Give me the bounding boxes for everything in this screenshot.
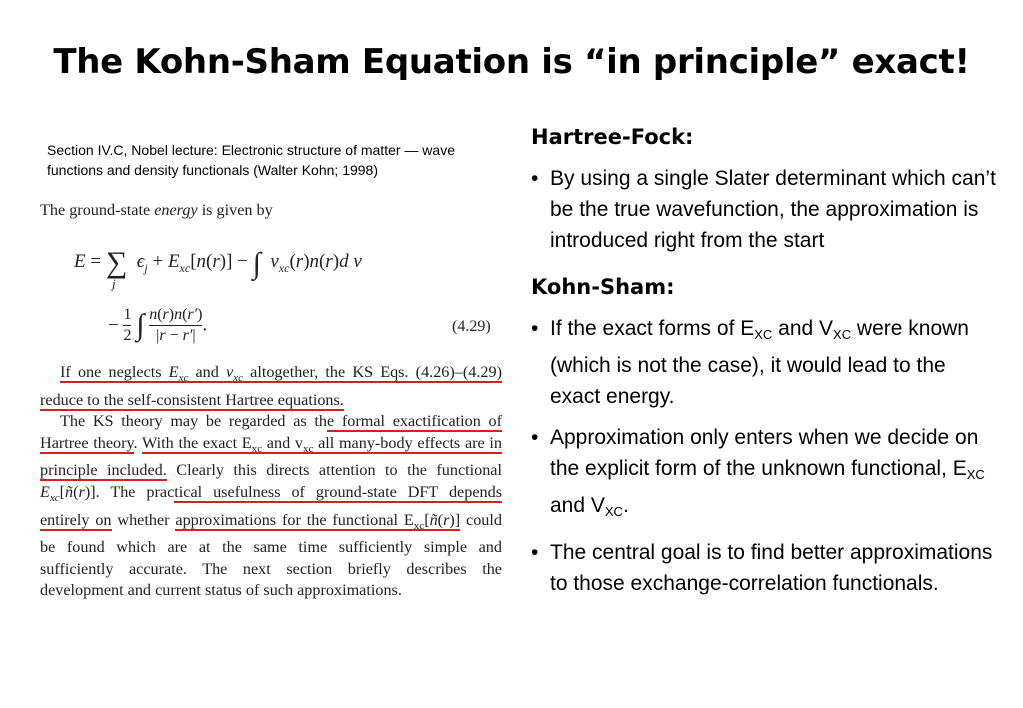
hartree-fock-heading: Hartree-Fock: (531, 125, 694, 149)
ks-bullet-1: • If the exact forms of $E_{XC}$ and $V_{XC}$ were known (which is not the case), it would lead to the exact energy. (531, 317, 969, 408)
ks-bullet-2: • Approximation only enters when we decide on the explicit form of the unknown functional, $E_{XC}$ and $V_{XC}$. (531, 426, 985, 519)
eq-number: (4.29) (452, 318, 491, 335)
eq-line-1: E = ∑ $\epsilon_j + E_{xc}[n(r)]$ − ∫ $v_{xc}(r)n(r)d$ v (74, 246, 362, 280)
right-column (531, 122, 1001, 609)
source-caption: Section IV.C, Nobel lecture: Electronic structure of matter — wave functions and density functionals (Walter Kohn; 1998) (47, 142, 455, 178)
ks-bullet-3: • The central goal is to find better approximations to those exchange-correlation functionals. (531, 541, 993, 595)
kohn-sham-heading: Kohn-Sham: (531, 275, 675, 299)
slide-title: The Kohn-Sham Equation is “in principle” exact! (53, 42, 970, 82)
intro-line: The ground-state energy is given by (40, 201, 273, 219)
paragraph-2: The KS theory may be regarded as the formal exactification of Hartree theory. With the exact $E_{xc}$ and $v_{xc}$ all many-body effects are in principle included. Clearly this directs attention to the functional $E_{xc}[ñ(r)]$. The practical usefulness of ground-state DFT depends entirely on whether approximations for the functional $E_{xc}[ñ(r)]$ could be found which are at the same time sufficiently simple and sufficiently accurate. The next section briefly describes the development and current status of such approximations. (40, 412, 503, 600)
paper-excerpt (40, 200, 502, 222)
eq-line-2: − 1 2 ∫ n(r)n(r′) |r − r′| . (108, 306, 208, 344)
eq-sum-index: j (112, 276, 116, 291)
paragraph-1: If one neglects $E_{xc}$ and $v_{xc}$ altogether, the KS Eqs. (4.26)–(4.29) reduce to the self-consistent Hartree equations. (40, 363, 502, 409)
hf-bullet: • By using a single Slater determinant which can’t be the true wavefunction, the approximation is introduced right from the start (531, 167, 996, 252)
paper-body (40, 362, 502, 602)
